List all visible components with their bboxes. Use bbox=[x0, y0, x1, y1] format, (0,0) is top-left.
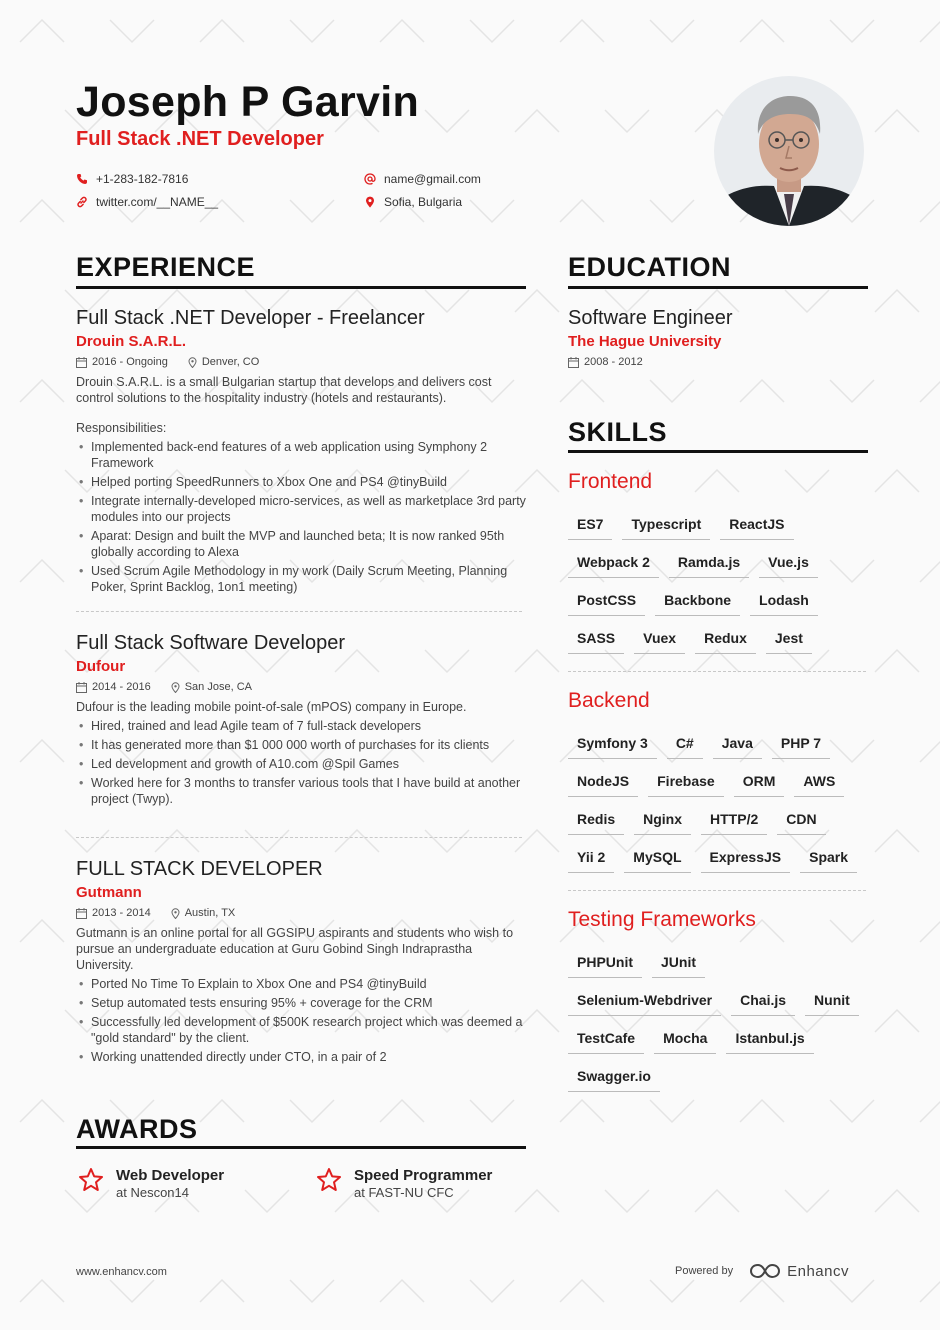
job-entry-1 bbox=[76, 306, 526, 598]
skill-tag: PHPUnit bbox=[568, 950, 642, 978]
education-entry bbox=[568, 306, 868, 370]
calendar-icon bbox=[76, 357, 87, 368]
skill-tag: Typescript bbox=[622, 512, 710, 540]
list-item: • Working unattended directly under CTO, in a pair of 2 bbox=[76, 1049, 526, 1065]
job-entry-3 bbox=[76, 857, 526, 1068]
award-title: Speed Programmer bbox=[354, 1167, 493, 1184]
skill-tag: MySQL bbox=[624, 845, 690, 873]
skill-row bbox=[568, 731, 830, 759]
job-dates: 2016 - Ongoing bbox=[92, 356, 168, 368]
skill-tag: Vuex bbox=[634, 626, 685, 654]
awards-rule bbox=[76, 1146, 526, 1149]
calendar-icon bbox=[76, 682, 87, 693]
skill-tag: Lodash bbox=[750, 588, 818, 616]
award-subtitle: at Nescon14 bbox=[116, 1185, 189, 1200]
map-pin-icon bbox=[364, 196, 376, 208]
job-description: Dufour is the leading mobile point-of-sale (mPOS) company in Europe. bbox=[76, 700, 467, 714]
job-title: FULL STACK DEVELOPER bbox=[76, 858, 323, 880]
job-meta bbox=[76, 679, 526, 695]
skill-divider bbox=[568, 890, 866, 891]
job-subheading: Responsibilities: bbox=[76, 421, 167, 435]
footer-branding bbox=[675, 1262, 849, 1280]
skill-tag: AWS bbox=[794, 769, 844, 797]
portrait-illustration bbox=[714, 76, 864, 226]
skill-divider bbox=[568, 671, 866, 672]
brand-name: Enhancv bbox=[787, 1262, 849, 1280]
awards-heading: AWARDS bbox=[76, 1114, 198, 1144]
skill-tag: Redis bbox=[568, 807, 624, 835]
skill-tag: Ramda.js bbox=[669, 550, 749, 578]
list-item: • Integrate internally-developed micro-services, as well as marketplace 3rd party modules into our projects bbox=[76, 493, 526, 525]
list-item: • Successfully led development of $500K research project which was deemed a "gold standard" by the client. bbox=[76, 1014, 526, 1046]
contact-twitter bbox=[76, 195, 218, 209]
skill-tag: C# bbox=[667, 731, 703, 759]
skill-row bbox=[568, 988, 859, 1016]
skill-tag: SASS bbox=[568, 626, 624, 654]
skill-tag: CDN bbox=[777, 807, 825, 835]
skill-tag: Yii 2 bbox=[568, 845, 614, 873]
list-item: • Implemented back-end features of a web application using Symphony 2 Framework bbox=[76, 439, 526, 471]
education-dates: 2008 - 2012 bbox=[584, 356, 643, 368]
list-item: • Aparat: Design and built the MVP and launched beta; It is now ranked 95th globally according to Alexa bbox=[76, 528, 526, 560]
powered-by-label: Powered by bbox=[675, 1265, 734, 1277]
map-pin-icon bbox=[188, 357, 197, 368]
skill-tag: ExpressJS bbox=[701, 845, 791, 873]
experience-rule bbox=[76, 286, 526, 289]
award-subtitle: at FAST-NU CFC bbox=[354, 1185, 454, 1200]
enhancv-logo-icon bbox=[749, 1262, 781, 1280]
education-meta bbox=[568, 354, 868, 370]
star-icon bbox=[316, 1167, 342, 1193]
experience-heading: EXPERIENCE bbox=[76, 252, 256, 282]
education-heading: EDUCATION bbox=[568, 252, 731, 282]
candidate-name: Joseph P Garvin bbox=[76, 78, 420, 126]
skill-tag: ReactJS bbox=[720, 512, 793, 540]
list-item: • Worked here for 3 months to transfer various tools that I have build at another project (Twyp). bbox=[76, 775, 526, 807]
skill-row bbox=[568, 512, 794, 540]
skill-tag: ES7 bbox=[568, 512, 612, 540]
job-location: Denver, CO bbox=[201, 356, 260, 368]
job-location: San Jose, CA bbox=[184, 681, 252, 693]
skill-tag: PostCSS bbox=[568, 588, 645, 616]
skill-category-frontend: Frontend bbox=[568, 470, 653, 493]
award-title: Web Developer bbox=[116, 1167, 225, 1184]
footer-website[interactable]: www.enhancv.com bbox=[76, 1266, 167, 1278]
phone-text[interactable]: +1-283-182-7816 bbox=[96, 172, 189, 186]
candidate-role: Full Stack .NET Developer bbox=[76, 128, 324, 150]
job-company: Drouin S.A.R.L. bbox=[76, 333, 186, 350]
skill-tag: NodeJS bbox=[568, 769, 638, 797]
skill-tag: Redux bbox=[695, 626, 756, 654]
skill-row bbox=[568, 807, 826, 835]
list-item: • Used Scrum Agile Methodology in my work (Daily Scrum Meeting, Planning Poker, Sprint Backlog, 1on1 meeting) bbox=[76, 563, 526, 595]
job-description: Drouin S.A.R.L. is a small Bulgarian startup that develops and delivers cost control solutions to the hospitality industry (hotels and restaurants). bbox=[76, 375, 492, 405]
list-item: • Hired, trained and lead Agile team of 7 full-stack developers bbox=[76, 718, 526, 734]
skill-tag: Nginx bbox=[634, 807, 691, 835]
skill-tag: PHP 7 bbox=[772, 731, 830, 759]
list-item: • It has generated more than $1 000 000 worth of purchases for its clients bbox=[76, 737, 526, 753]
skill-tag: TestCafe bbox=[568, 1026, 644, 1054]
skills-heading: SKILLS bbox=[568, 417, 668, 447]
skill-tag: Istanbul.js bbox=[726, 1026, 813, 1054]
job-company: Dufour bbox=[76, 658, 126, 675]
job-divider bbox=[76, 837, 522, 838]
skill-tag: Firebase bbox=[648, 769, 724, 797]
skill-row bbox=[568, 550, 818, 578]
skill-row bbox=[568, 1026, 814, 1054]
job-bullets bbox=[76, 439, 526, 595]
star-icon bbox=[78, 1167, 104, 1193]
link-icon bbox=[76, 196, 88, 208]
award-item-2 bbox=[316, 1167, 492, 1201]
skill-row bbox=[568, 845, 857, 873]
skill-tag: Swagger.io bbox=[568, 1064, 660, 1092]
job-dates: 2013 - 2014 bbox=[92, 907, 151, 919]
map-pin-icon bbox=[171, 908, 180, 919]
list-item: • Helped porting SpeedRunners to Xbox One and PS4 @tinyBuild bbox=[76, 474, 526, 490]
skill-tag: Jest bbox=[766, 626, 812, 654]
job-bullets bbox=[76, 976, 526, 1065]
skill-tag: Symfony 3 bbox=[568, 731, 657, 759]
calendar-icon bbox=[76, 908, 87, 919]
list-item: • Setup automated tests ensuring 95% + coverage for the CRM bbox=[76, 995, 526, 1011]
twitter-text[interactable]: twitter.com/__NAME__ bbox=[96, 195, 219, 209]
skill-row bbox=[568, 950, 705, 978]
job-entry-2 bbox=[76, 631, 526, 810]
skill-category-backend: Backend bbox=[568, 689, 650, 712]
job-location: Austin, TX bbox=[184, 907, 236, 919]
list-item: • Ported No Time To Explain to Xbox One and PS4 @tinyBuild bbox=[76, 976, 526, 992]
school: The Hague University bbox=[568, 333, 722, 350]
skill-tag: Java bbox=[713, 731, 762, 759]
degree: Software Engineer bbox=[568, 307, 733, 329]
education-rule bbox=[568, 286, 868, 289]
skill-tag: Backbone bbox=[655, 588, 740, 616]
skill-tag: HTTP/2 bbox=[701, 807, 767, 835]
at-icon bbox=[364, 173, 376, 185]
skill-tag: ORM bbox=[734, 769, 785, 797]
list-item: • Led development and growth of A10.com @Spil Games bbox=[76, 756, 526, 772]
skill-row bbox=[568, 769, 844, 797]
skill-tag: Vue.js bbox=[759, 550, 818, 578]
job-title: Full Stack Software Developer bbox=[76, 632, 346, 654]
skills-rule bbox=[568, 450, 868, 453]
job-divider bbox=[76, 611, 522, 612]
job-description: Gutmann is an online portal for all GGSIPU aspirants and students who wish to pursue an undergraduate education at Guru Gobind Singh Indraprastha University. bbox=[76, 926, 514, 972]
skill-tag: Webpack 2 bbox=[568, 550, 659, 578]
location-text: Sofia, Bulgaria bbox=[384, 195, 463, 209]
skill-row bbox=[568, 1064, 660, 1092]
skill-tag: Mocha bbox=[654, 1026, 716, 1054]
contact-location bbox=[364, 195, 462, 209]
map-pin-icon bbox=[171, 682, 180, 693]
skill-tag: Spark bbox=[800, 845, 857, 873]
contact-email bbox=[364, 172, 481, 186]
contact-phone bbox=[76, 172, 188, 186]
skill-row bbox=[568, 588, 818, 616]
skill-category-testing: Testing Frameworks bbox=[568, 908, 756, 931]
skill-tag: JUnit bbox=[652, 950, 705, 978]
job-meta bbox=[76, 354, 526, 370]
job-title: Full Stack .NET Developer - Freelancer bbox=[76, 307, 425, 329]
skill-tag: Chai.js bbox=[731, 988, 795, 1016]
job-dates: 2014 - 2016 bbox=[92, 681, 151, 693]
job-bullets bbox=[76, 718, 526, 807]
calendar-icon bbox=[568, 357, 579, 368]
job-meta bbox=[76, 905, 526, 921]
email-text[interactable]: name@gmail.com bbox=[384, 172, 481, 186]
profile-photo bbox=[714, 76, 864, 226]
award-item-1 bbox=[78, 1167, 224, 1201]
skill-tag: Nunit bbox=[805, 988, 859, 1016]
skill-row bbox=[568, 626, 812, 654]
phone-icon bbox=[76, 173, 88, 185]
brand-logo[interactable] bbox=[749, 1262, 849, 1280]
skill-tag: Selenium-Webdriver bbox=[568, 988, 721, 1016]
job-company: Gutmann bbox=[76, 884, 142, 901]
